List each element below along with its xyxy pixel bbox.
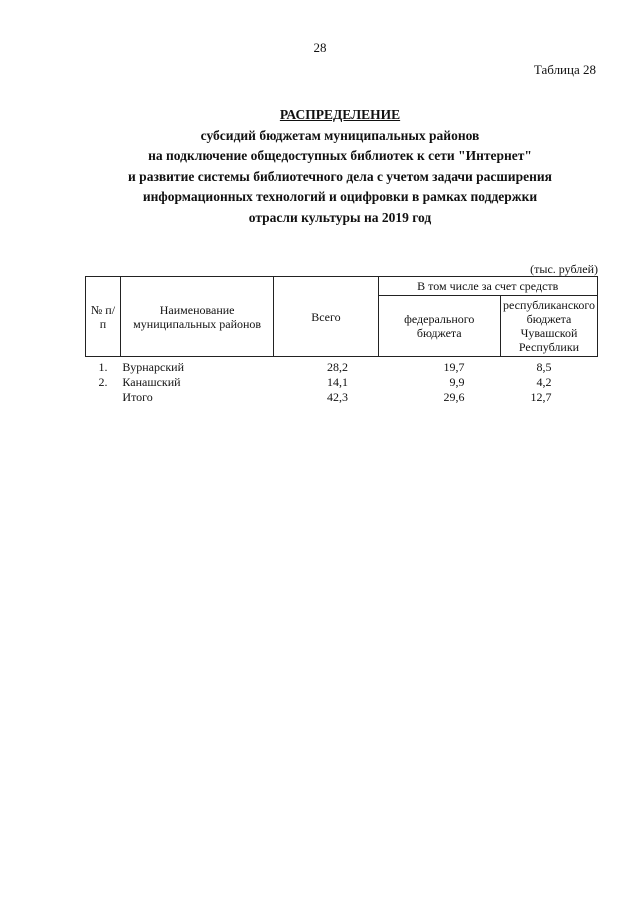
document-title — [60, 105, 620, 228]
page-number: 28 — [313, 40, 327, 55]
header-total: Всего — [274, 277, 378, 357]
table-label: Таблица 28 — [533, 62, 596, 77]
header-republic: республиканского бюджета Чувашской Республики — [501, 296, 598, 357]
header-num: № п/п — [86, 277, 121, 357]
row-federal: 19,7 — [443, 359, 465, 374]
row-name: Вурнарский — [122, 359, 184, 374]
title-line: и развитие системы библиотечного дела с учетом задачи расширения — [128, 168, 552, 184]
row-total: 28,2 — [327, 359, 348, 374]
row-federal: 9,9 — [449, 374, 465, 389]
header-group: В том числе за счет средств — [378, 277, 598, 296]
header-name: Наименование муниципальных районов — [120, 277, 273, 357]
row-republic: 4,2 — [536, 374, 552, 389]
table-row — [86, 357, 598, 375]
subsidy-table — [85, 276, 598, 404]
title-line: информационных технологий и оцифровки в рамках поддержки — [142, 189, 538, 204]
title-line: субсидий бюджетам муниципальных районов — [200, 127, 480, 143]
title-line: отрасли культуры на 2019 год — [248, 209, 432, 225]
row-total: 14,1 — [327, 374, 348, 389]
row-federal: 29,6 — [443, 389, 465, 404]
row-num — [86, 389, 121, 404]
row-total: 42,3 — [327, 389, 348, 404]
table-row — [86, 374, 598, 389]
table-row-total — [86, 389, 598, 404]
row-num: 1. — [98, 359, 108, 374]
row-name: Итого — [122, 389, 153, 404]
row-republic: 8,5 — [536, 359, 552, 374]
title-line: на подключение общедоступных библиотек к сети "Интернет" — [148, 148, 532, 163]
title-main: РАСПРЕДЕЛЕНИЕ — [279, 107, 401, 122]
units-note: (тыс. рублей) — [530, 262, 598, 276]
row-num: 2. — [98, 374, 108, 389]
header-federal: федерального бюджета — [378, 296, 501, 357]
row-name: Канашский — [122, 374, 181, 389]
row-republic: 12,7 — [530, 389, 552, 404]
